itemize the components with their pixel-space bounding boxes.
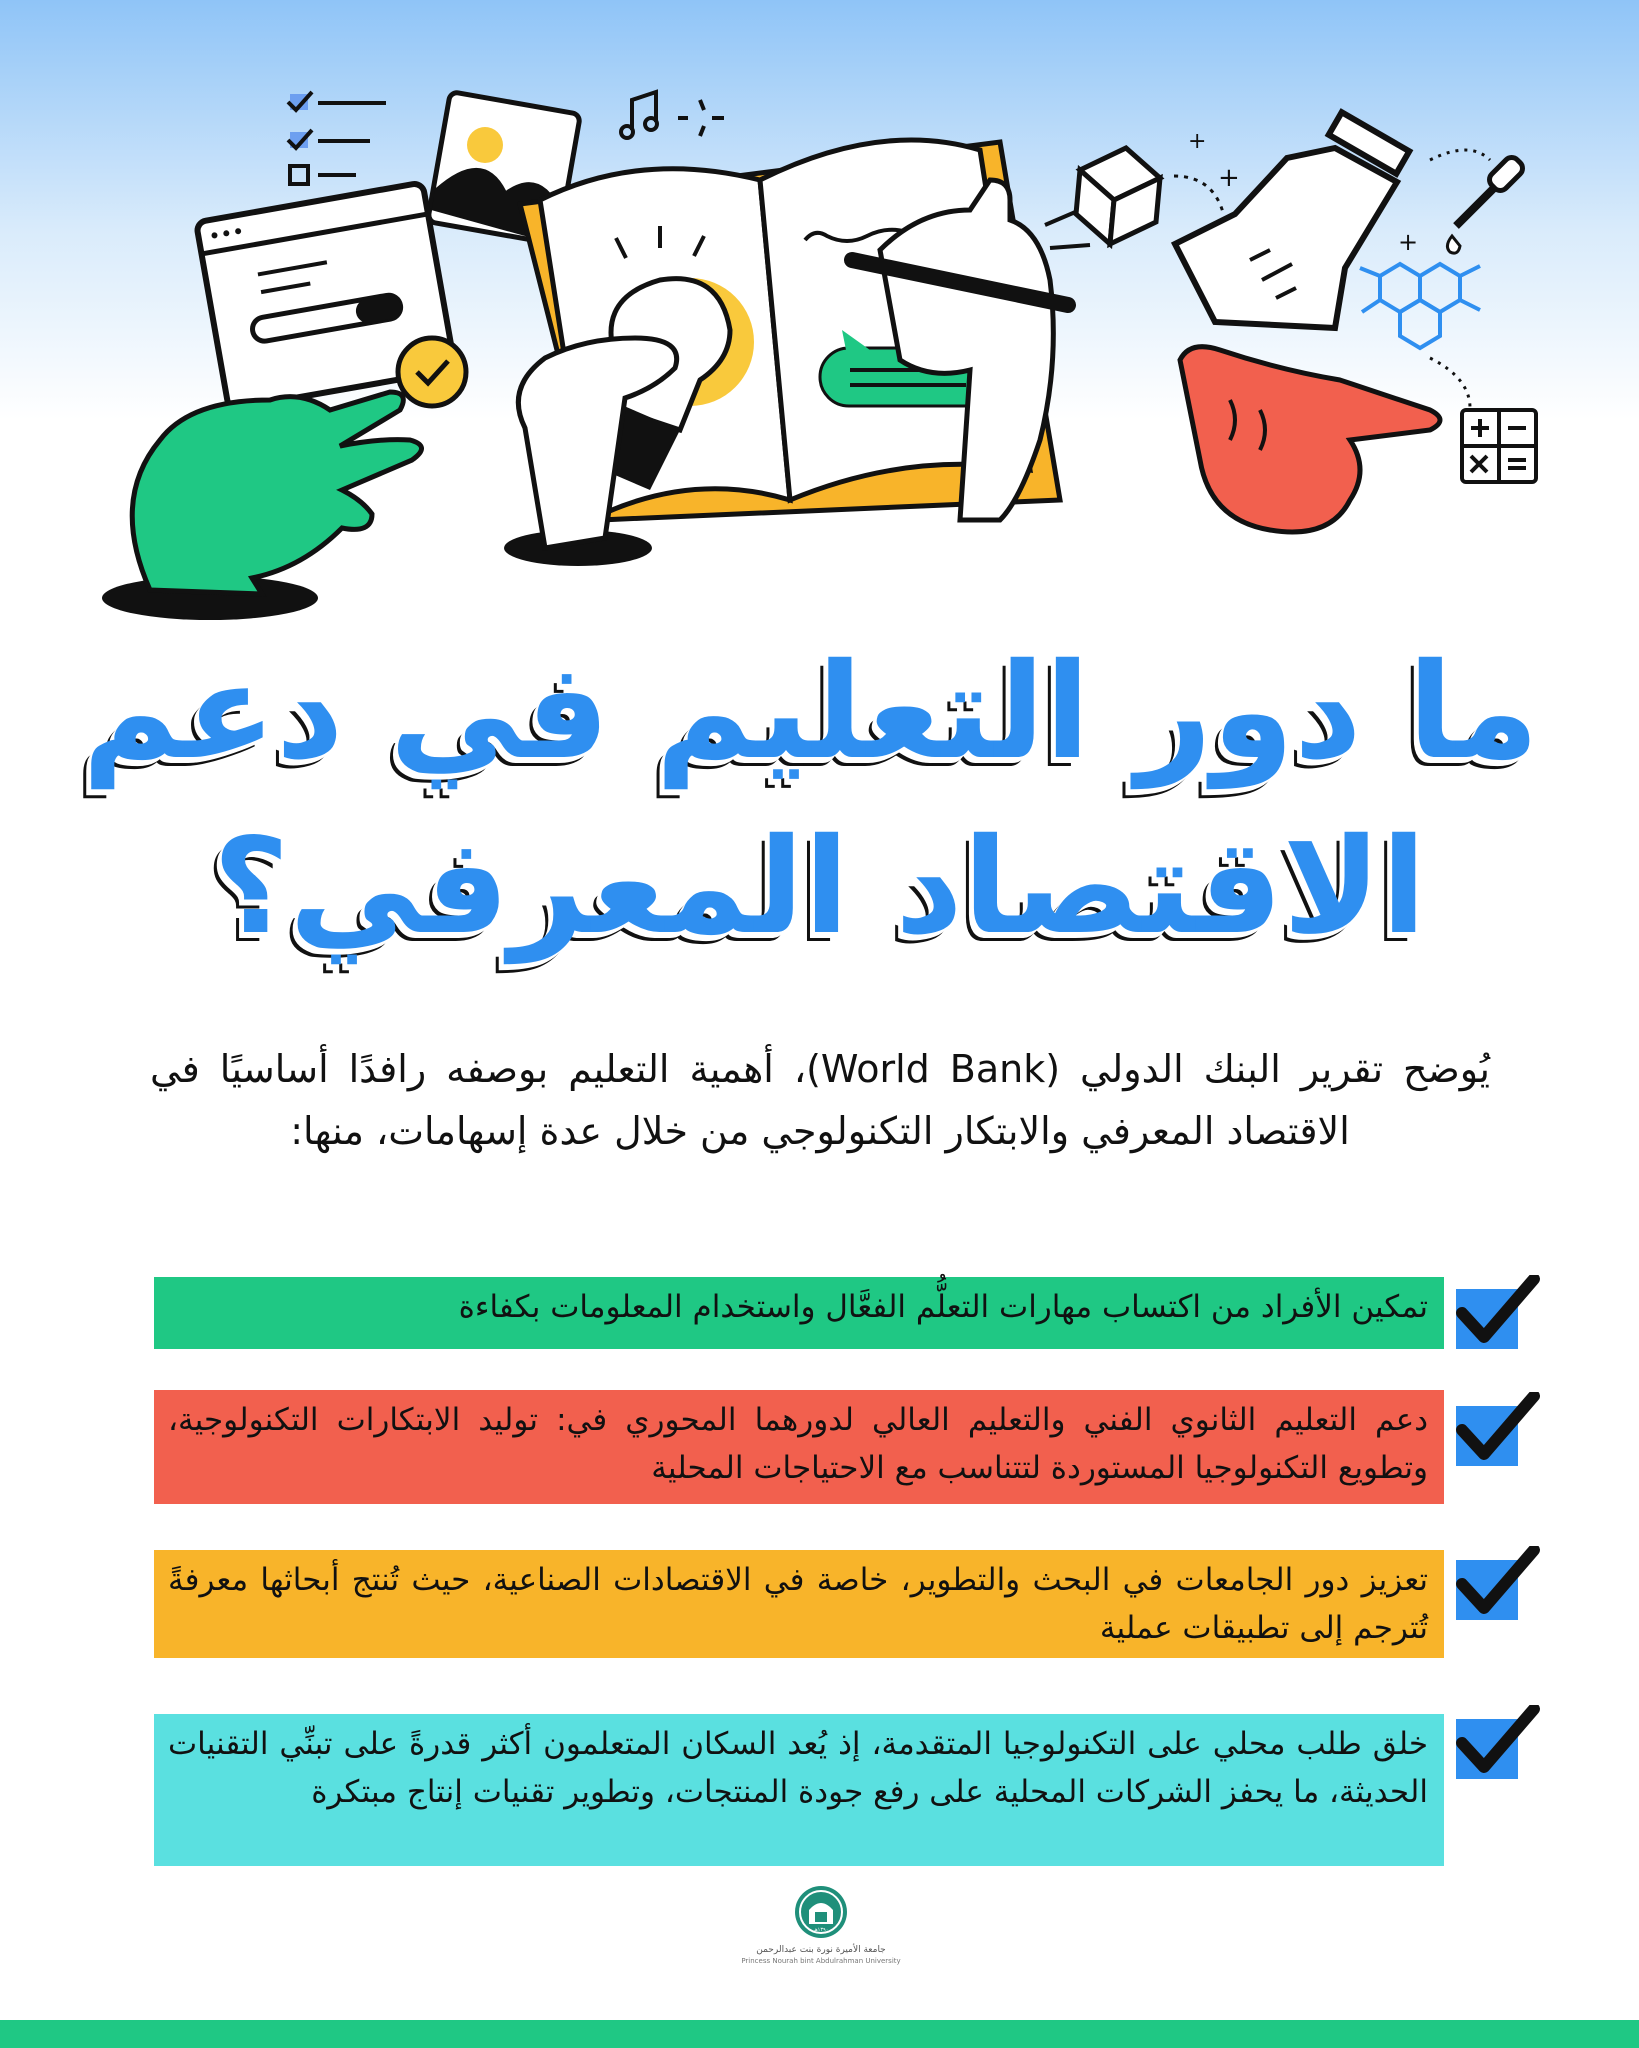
footer-bar xyxy=(0,2020,1639,2048)
list-item-text: دعم التعليم الثانوي الفني والتعليم العالي لدورهما المحوري في: توليد الابتكارات التكنولوجية، وتطويع التكنولوجيا المستوردة لتتناسب مع الاحتياجات المحلية xyxy=(154,1390,1444,1504)
university-emblem-icon xyxy=(793,1884,849,1940)
list-item xyxy=(154,1714,1444,1866)
list-item xyxy=(154,1390,1444,1504)
svg-text:+: + xyxy=(1218,163,1240,193)
list-item-text: خلق طلب محلي على التكنولوجيا المتقدمة، إذ يُعد السكان المتعلمون أكثر قدرةً على تبنِّي التقنيات الحديثة، ما يحفز الشركات المحلية على رفع جودة المنتجات، وتطوير تقنيات إنتاج مبتكرة xyxy=(154,1714,1444,1866)
list-item-text: تمكين الأفراد من اكتساب مهارات التعلُّم الفعَّال واستخدام المعلومات بكفاءة xyxy=(154,1277,1444,1349)
title-line-2: الاقتصاد المعرفي؟ xyxy=(212,810,1427,964)
intro-paragraph: يُوضح تقرير البنك الدولي (World Bank)، أهمية التعليم بوصفه رافدًا أساسيًا في الاقتصاد المعرفي والابتكار التكنولوجي من خلال عدة إسهامات، منها: xyxy=(150,1047,1490,1153)
university-logo xyxy=(741,1884,901,1966)
list-item-text: تعزيز دور الجامعات في البحث والتطوير، خاصة في الاقتصادات الصناعية، حيث تُنتج أبحاثها معرفةً تُترجم إلى تطبيقات عملية xyxy=(154,1550,1444,1658)
logo-year: ١٣٩٠هـ xyxy=(813,1927,829,1933)
checklist-icon xyxy=(288,92,386,184)
red-hand-icon xyxy=(1180,347,1470,532)
title-line-1: ما دور التعليم في دعم xyxy=(82,635,1539,789)
logo-english-name: Princess Nourah bint Abdulrahman University xyxy=(741,1957,901,1965)
dropper-icon xyxy=(1430,150,1526,253)
molecule-icon xyxy=(1360,264,1480,348)
music-note-icon xyxy=(621,92,724,138)
logo-arabic-name: جامعة الأميرة نورة بنت عبدالرحمن xyxy=(756,1945,886,1955)
checkmark-icon xyxy=(1452,1392,1542,1472)
checkmark-icon xyxy=(1452,1275,1542,1355)
page-title xyxy=(82,625,1539,975)
green-hand-icon xyxy=(102,392,422,620)
checkmark-icon xyxy=(1452,1705,1542,1785)
calculator-icon xyxy=(1462,410,1536,482)
svg-text:+: + xyxy=(1398,228,1419,256)
list-item xyxy=(154,1277,1444,1349)
browser-window-icon xyxy=(196,182,466,409)
checkmark-icon xyxy=(1452,1546,1542,1626)
svg-text:+: + xyxy=(1188,129,1207,154)
education-illustration xyxy=(0,0,1639,640)
list-item xyxy=(154,1550,1444,1658)
